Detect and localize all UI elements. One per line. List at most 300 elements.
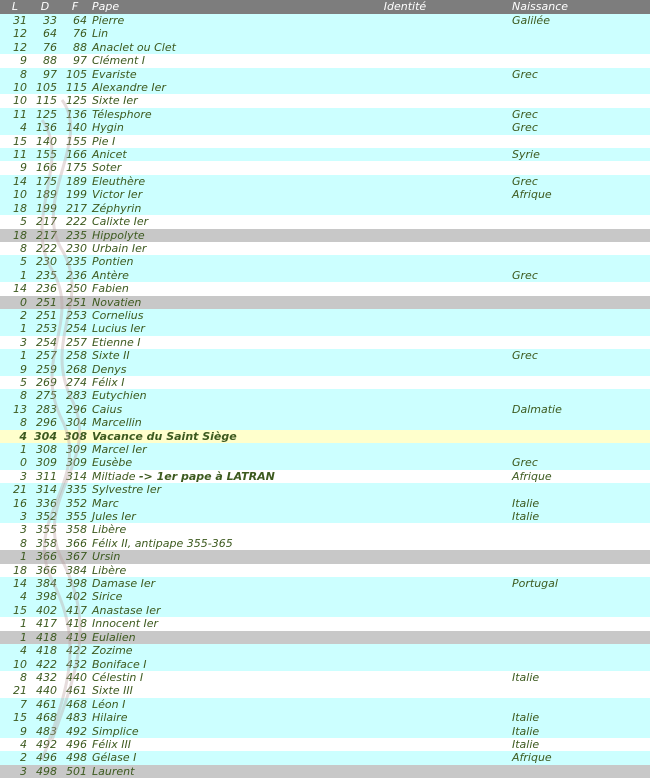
cell-naissance [510,242,650,255]
cell-naissance [510,523,650,536]
cell-pape: Marc [90,497,300,510]
cell-naissance [510,590,650,603]
table-row [0,470,650,483]
table-row [0,725,650,738]
table-row [0,121,650,134]
cell-f: 314 [60,470,90,483]
cell-identite [300,590,510,603]
cell-pape: Pie I [90,135,300,148]
table-row [0,202,650,215]
header-naissance: Naissance [510,0,650,14]
cell-pape: Boniface I [90,658,300,671]
cell-identite [300,523,510,536]
cell-identite [300,751,510,764]
table-row [0,403,650,416]
cell-naissance [510,644,650,657]
cell-naissance [510,229,650,242]
cell-pape: Anaclet ou Clet [90,41,300,54]
cell-f: 308 [60,430,90,443]
cell-d: 253 [30,322,60,335]
cell-naissance [510,376,650,389]
cell-d: 97 [30,68,60,81]
cell-f: 492 [60,725,90,738]
cell-f: 254 [60,322,90,335]
cell-d: 309 [30,456,60,469]
cell-pape: Sixte II [90,349,300,362]
table-row [0,698,650,711]
cell-f: 296 [60,403,90,416]
cell-pape: Sixte III [90,684,300,697]
cell-d: 105 [30,81,60,94]
cell-naissance: Galilée [510,14,650,27]
cell-naissance [510,41,650,54]
cell-d: 461 [30,698,60,711]
cell-d: 336 [30,497,60,510]
cell-l: 14 [0,282,30,295]
cell-naissance: Grec [510,456,650,469]
cell-f: 335 [60,483,90,496]
cell-identite [300,604,510,617]
cell-pape: Lucius Ier [90,322,300,335]
cell-naissance [510,336,650,349]
cell-pape: Novatien [90,296,300,309]
cell-d: 254 [30,336,60,349]
table-row [0,54,650,67]
cell-pape: Victor Ier [90,188,300,201]
cell-pape: Marcel Ier [90,443,300,456]
cell-pape [90,470,300,483]
cell-naissance [510,389,650,402]
cell-d: 304 [30,430,60,443]
cell-naissance: Grec [510,349,650,362]
cell-l: 1 [0,550,30,563]
table-row [0,349,650,362]
table-header [0,0,650,14]
cell-d: 64 [30,27,60,40]
cell-pape: Simplice [90,725,300,738]
cell-pape: Fabien [90,282,300,295]
cell-pape: Anastase Ier [90,604,300,617]
table-row [0,161,650,174]
cell-identite [300,470,510,483]
table-row [0,175,650,188]
cell-pape: Anicet [90,148,300,161]
cell-f: 222 [60,215,90,228]
table-row [0,416,650,429]
cell-naissance: Grec [510,68,650,81]
cell-f: 274 [60,376,90,389]
cell-naissance [510,416,650,429]
cell-l: 10 [0,94,30,107]
cell-naissance: Grec [510,121,650,134]
cell-f: 461 [60,684,90,697]
cell-naissance [510,537,650,550]
cell-naissance [510,161,650,174]
cell-naissance [510,658,650,671]
cell-l: 3 [0,765,30,778]
cell-l: 4 [0,590,30,603]
cell-l: 18 [0,202,30,215]
cell-f: 501 [60,765,90,778]
cell-identite [300,363,510,376]
cell-naissance [510,255,650,268]
cell-naissance [510,430,650,443]
cell-pape: Libère [90,564,300,577]
cell-l: 5 [0,215,30,228]
cell-pape: Cornelius [90,309,300,322]
cell-d: 418 [30,631,60,644]
table-row [0,215,650,228]
table-row [0,456,650,469]
cell-pape: Jules Ier [90,510,300,523]
cell-d: 230 [30,255,60,268]
cell-pape: Eusèbe [90,456,300,469]
cell-f: 498 [60,751,90,764]
cell-naissance [510,135,650,148]
cell-d: 88 [30,54,60,67]
cell-f: 309 [60,456,90,469]
cell-pape: Félix I [90,376,300,389]
cell-f: 250 [60,282,90,295]
table-row [0,148,650,161]
cell-f: 115 [60,81,90,94]
cell-l: 15 [0,711,30,724]
cell-naissance [510,550,650,563]
cell-naissance [510,94,650,107]
cell-d: 492 [30,738,60,751]
cell-pape: Félix III [90,738,300,751]
cell-f: 76 [60,27,90,40]
cell-f: 140 [60,121,90,134]
cell-pape: Lin [90,27,300,40]
cell-l: 0 [0,456,30,469]
cell-l: 8 [0,389,30,402]
table-row [0,550,650,563]
table-row [0,590,650,603]
table-row [0,443,650,456]
cell-l: 10 [0,658,30,671]
cell-identite [300,765,510,778]
cell-pape: Ursin [90,550,300,563]
cell-d: 189 [30,188,60,201]
cell-pape: Zéphyrin [90,202,300,215]
table-row [0,510,650,523]
table-row [0,711,650,724]
cell-l: 1 [0,443,30,456]
table-row [0,255,650,268]
cell-pape: Zozime [90,644,300,657]
cell-naissance: Grec [510,269,650,282]
table-row [0,282,650,295]
table-row [0,738,650,751]
cell-l: 3 [0,336,30,349]
cell-pape: Innocent Ier [90,617,300,630]
cell-pape: Eulalien [90,631,300,644]
header-pape: Pape [90,0,300,14]
cell-pape: Pontien [90,255,300,268]
cell-l: 13 [0,403,30,416]
cell-d: 217 [30,229,60,242]
table-row [0,296,650,309]
header-l: L [0,0,30,14]
cell-f: 419 [60,631,90,644]
table-row [0,242,650,255]
cell-l: 18 [0,564,30,577]
cell-naissance [510,282,650,295]
cell-naissance [510,604,650,617]
cell-f: 251 [60,296,90,309]
cell-d: 296 [30,416,60,429]
cell-l: 9 [0,363,30,376]
cell-d: 125 [30,108,60,121]
cell-d: 166 [30,161,60,174]
table-row [0,81,650,94]
cell-d: 498 [30,765,60,778]
cell-pape: Célestin I [90,671,300,684]
cell-identite [300,537,510,550]
cell-identite [300,309,510,322]
cell-naissance [510,202,650,215]
cell-identite [300,376,510,389]
table-row [0,430,650,443]
cell-d: 115 [30,94,60,107]
table-row [0,108,650,121]
cell-d: 76 [30,41,60,54]
cell-pape: Pierre [90,14,300,27]
header-identite: Identité [300,0,510,14]
cell-identite [300,577,510,590]
cell-f: 352 [60,497,90,510]
cell-l: 9 [0,725,30,738]
cell-l: 8 [0,416,30,429]
table-row [0,376,650,389]
cell-naissance: Italie [510,497,650,510]
cell-f: 88 [60,41,90,54]
cell-naissance: Afrique [510,751,650,764]
cell-naissance: Dalmatie [510,403,650,416]
cell-pape: Denys [90,363,300,376]
cell-pape: Soter [90,161,300,174]
table-row [0,765,650,778]
cell-identite [300,175,510,188]
cell-identite [300,564,510,577]
cell-d: 235 [30,269,60,282]
cell-identite [300,349,510,362]
cell-d: 308 [30,443,60,456]
cell-naissance: Grec [510,175,650,188]
cell-pape: Clément I [90,54,300,67]
cell-identite [300,148,510,161]
cell-naissance: Italie [510,725,650,738]
cell-l: 11 [0,108,30,121]
cell-l: 1 [0,631,30,644]
cell-d: 440 [30,684,60,697]
cell-naissance [510,27,650,40]
cell-identite [300,121,510,134]
cell-l: 14 [0,175,30,188]
cell-d: 402 [30,604,60,617]
cell-identite [300,215,510,228]
cell-l: 1 [0,617,30,630]
cell-l: 15 [0,135,30,148]
cell-pape: Sirice [90,590,300,603]
table-row [0,684,650,697]
table-row [0,27,650,40]
cell-d: 366 [30,550,60,563]
cell-f: 235 [60,229,90,242]
cell-l: 14 [0,577,30,590]
cell-identite [300,684,510,697]
cell-f: 418 [60,617,90,630]
table-row [0,671,650,684]
cell-identite [300,550,510,563]
cell-l: 8 [0,671,30,684]
cell-d: 155 [30,148,60,161]
cell-f: 367 [60,550,90,563]
cell-f: 432 [60,658,90,671]
cell-identite [300,403,510,416]
cell-d: 314 [30,483,60,496]
cell-d: 251 [30,296,60,309]
table-row [0,644,650,657]
cell-naissance: Portugal [510,577,650,590]
cell-f: 366 [60,537,90,550]
cell-pape: Télesphore [90,108,300,121]
cell-l: 4 [0,430,30,443]
cell-naissance: Syrie [510,148,650,161]
cell-l: 10 [0,188,30,201]
table-row [0,631,650,644]
cell-identite [300,711,510,724]
cell-naissance: Grec [510,108,650,121]
cell-naissance: Italie [510,711,650,724]
table-row [0,68,650,81]
table-row [0,537,650,550]
cell-d: 417 [30,617,60,630]
cell-identite [300,698,510,711]
cell-f: 268 [60,363,90,376]
cell-d: 33 [30,14,60,27]
cell-f: 253 [60,309,90,322]
header-d: D [30,0,60,14]
table-row [0,523,650,536]
cell-naissance [510,363,650,376]
cell-d: 136 [30,121,60,134]
table-row [0,751,650,764]
cell-identite [300,510,510,523]
cell-d: 384 [30,577,60,590]
cell-pape: Eutychien [90,389,300,402]
cell-f: 440 [60,671,90,684]
cell-identite [300,27,510,40]
cell-f: 230 [60,242,90,255]
cell-l: 3 [0,523,30,536]
cell-d: 275 [30,389,60,402]
cell-identite [300,161,510,174]
cell-identite [300,430,510,443]
cell-l: 18 [0,229,30,242]
cell-f: 483 [60,711,90,724]
cell-d: 140 [30,135,60,148]
cell-pape: Laurent [90,765,300,778]
cell-l: 15 [0,604,30,617]
cell-l: 9 [0,161,30,174]
cell-l: 3 [0,470,30,483]
cell-f: 235 [60,255,90,268]
cell-identite [300,336,510,349]
cell-naissance: Afrique [510,188,650,201]
cell-f: 384 [60,564,90,577]
header-f: F [60,0,90,14]
cell-l: 1 [0,322,30,335]
cell-l: 0 [0,296,30,309]
cell-pape: Alexandre Ier [90,81,300,94]
cell-identite [300,296,510,309]
cell-f: 468 [60,698,90,711]
cell-d: 418 [30,644,60,657]
cell-pape: Hippolyte [90,229,300,242]
cell-pape: Hygin [90,121,300,134]
cell-l: 1 [0,349,30,362]
cell-l: 2 [0,751,30,764]
cell-identite [300,443,510,456]
cell-l: 10 [0,81,30,94]
cell-d: 222 [30,242,60,255]
cell-f: 309 [60,443,90,456]
cell-identite [300,497,510,510]
cell-identite [300,202,510,215]
cell-f: 105 [60,68,90,81]
cell-naissance [510,81,650,94]
cell-pape: Antère [90,269,300,282]
cell-identite [300,322,510,335]
cell-l: 12 [0,27,30,40]
table-row [0,322,650,335]
table-row [0,336,650,349]
cell-identite [300,658,510,671]
cell-l: 4 [0,644,30,657]
cell-l: 5 [0,255,30,268]
pope-note: -> 1er pape à LATRAN [138,469,275,483]
cell-identite [300,135,510,148]
cell-d: 432 [30,671,60,684]
cell-identite [300,41,510,54]
cell-f: 417 [60,604,90,617]
table-row [0,577,650,590]
cell-identite [300,282,510,295]
cell-d: 199 [30,202,60,215]
cell-l: 11 [0,148,30,161]
table-row [0,363,650,376]
cell-identite [300,269,510,282]
cell-d: 175 [30,175,60,188]
cell-l: 8 [0,242,30,255]
cell-d: 398 [30,590,60,603]
cell-naissance [510,564,650,577]
cell-identite [300,81,510,94]
cell-f: 136 [60,108,90,121]
cell-f: 199 [60,188,90,201]
cell-naissance: Afrique [510,470,650,483]
cell-d: 483 [30,725,60,738]
cell-l: 21 [0,483,30,496]
cell-naissance [510,698,650,711]
cell-naissance [510,684,650,697]
cell-naissance [510,215,650,228]
cell-pape: Marcellin [90,416,300,429]
cell-f: 358 [60,523,90,536]
cell-d: 236 [30,282,60,295]
